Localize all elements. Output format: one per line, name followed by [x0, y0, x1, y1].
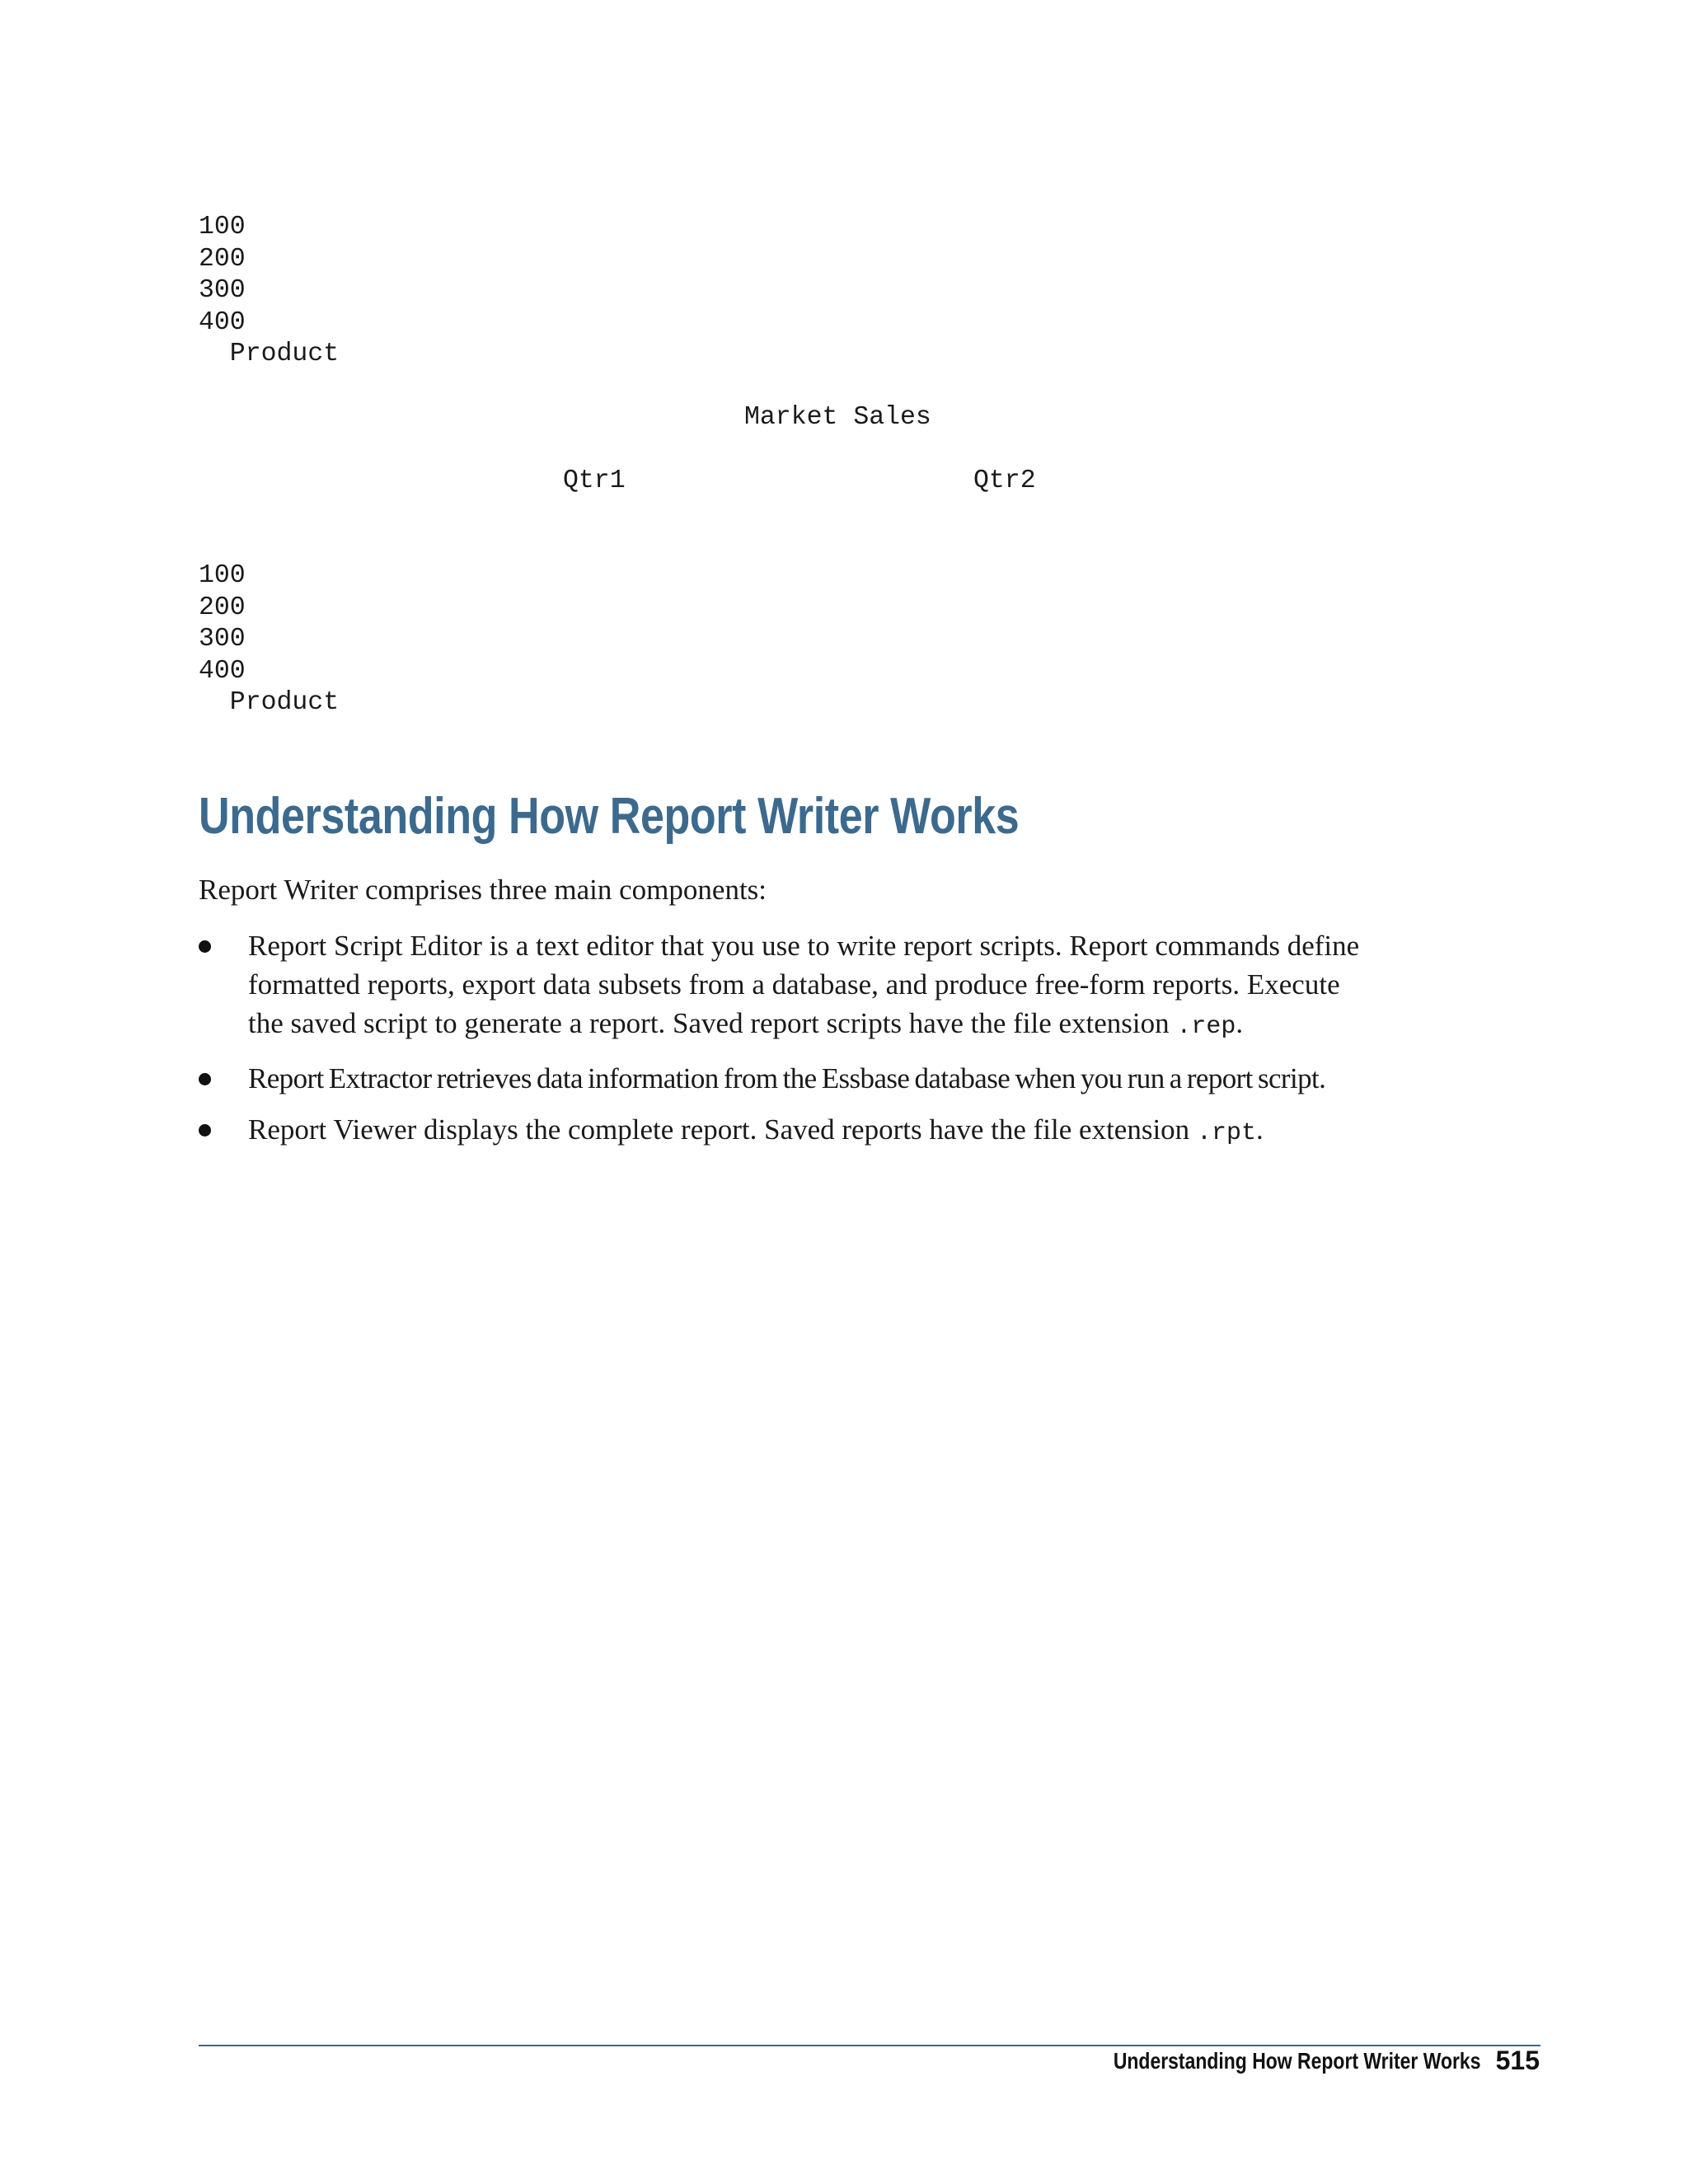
- row-label: 300: [199, 625, 246, 654]
- row-label: 200: [199, 593, 246, 622]
- list-item: [199, 926, 1369, 1047]
- row-label: 200: [199, 244, 246, 274]
- page-number: 515: [1495, 2046, 1540, 2075]
- quarter-label: Qtr2: [973, 466, 1036, 495]
- row-label: Product: [199, 688, 340, 717]
- row-label: 300: [199, 276, 246, 305]
- row-label: 100: [199, 561, 246, 590]
- section-heading: Understanding How Report Writer Works: [199, 788, 1020, 845]
- quarter-label: Qtr1: [563, 466, 626, 495]
- bullet-text: Report Viewer displays the complete report. Saved reports have the file extension: [248, 1113, 1197, 1146]
- intro-paragraph: Report Writer comprises three main components:: [199, 874, 767, 906]
- bullet-icon: [199, 1073, 211, 1085]
- row-label: 400: [199, 656, 246, 686]
- list-item: [199, 1059, 1369, 1098]
- file-extension-code: .rpt: [1196, 1119, 1256, 1147]
- bullet-text-end: .: [1255, 1113, 1264, 1146]
- row-label: 400: [199, 307, 246, 337]
- bullet-icon: [199, 1124, 211, 1137]
- list-item: [199, 1110, 1369, 1153]
- report-title-text: Market Sales: [744, 403, 931, 432]
- bullet-text: Report Script Editor is a text editor that you use to write report scripts. Report commands define formatted reports, export data subsets from a database, and produce free-form reports. Execute the saved script to generate a report. Saved report scripts have the file extension: [248, 930, 1360, 1039]
- footer-rule: [199, 2045, 1540, 2046]
- row-label: Product: [199, 340, 340, 368]
- bullet-icon: [199, 940, 211, 953]
- bullet-text-end: .: [1236, 1007, 1244, 1039]
- file-extension-code: .rep: [1176, 1013, 1236, 1041]
- bullet-text: Report Extractor retrieves data information from the Essbase database when you run a report script.: [248, 1062, 1326, 1094]
- footer-title: Understanding How Report Writer Works: [1113, 2048, 1480, 2074]
- component-list: [199, 926, 1369, 1153]
- row-label: 100: [199, 213, 246, 241]
